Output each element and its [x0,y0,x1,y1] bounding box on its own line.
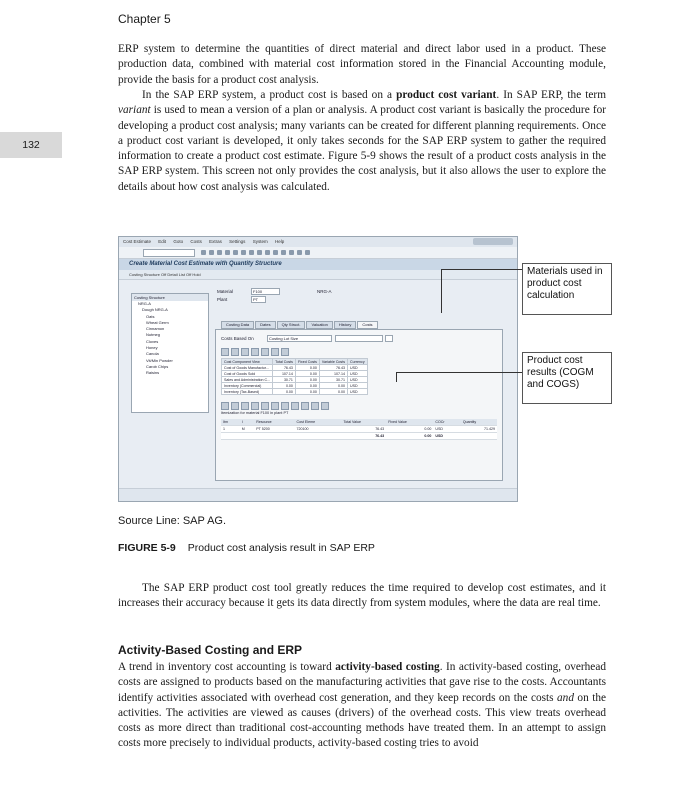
cost-estimate-tabs [221,321,378,329]
column-header: Cost Eleme [295,419,342,426]
details-icon[interactable] [221,348,229,356]
table-cell: 107.14 [273,371,296,377]
sap-menu-bar [119,237,517,247]
tree-node[interactable]: Raisins [146,370,160,376]
callout-results: Product cost results (COGM and COGS) [522,352,612,404]
table-cell: 0.00 [295,365,319,371]
total-value: 76.43 [341,433,386,440]
paragraph-activity-based-costing: A trend in inventory cost accounting is toward activity-based costing. In activity-based costing, overhead costs are assigned to products based on the manufacturing activities that gave rise to the costs. Accountants identify activities associated with overhead cost generation, and they keep records on the costs and on the activities. The activities are viewed as causes (drivers) of the overhead costs. This view treats overhead costs as more direct than traditional cost-accounting methods have treated them. In an attempt to assign costs more precisely to individual products, activity-based costing tries to avoid [118,661,606,750]
column-header: Total Costs [273,359,296,365]
cost-table-toolbar [221,348,289,356]
column-header: Total Value [341,419,386,426]
command-field[interactable] [143,249,195,257]
column-header: Resource [254,419,294,426]
menu-goto[interactable]: Goto [173,239,184,244]
table-cell: PT 5200 [254,426,294,433]
table-cell: USD [433,426,460,433]
table-cell: Sales and Administration C... [222,377,273,383]
menu-cost-estimate[interactable]: Cost Estimate [123,239,152,244]
tab-dates[interactable]: Dates [255,321,275,329]
sap-screenshot [118,236,518,502]
back-icon[interactable] [209,250,214,255]
tree-node[interactable]: Nutmeg [146,332,161,338]
table-cell: USD [348,389,368,395]
total-fixed-value: 0.00 [386,433,433,440]
term-and: and [557,691,574,704]
new-session-icon[interactable] [289,250,294,255]
leader-line-results-vertical [396,372,397,382]
tab-history[interactable]: History [334,321,356,329]
paragraph-intro: ERP system to determine the quantities of direct material and direct labor used in a product. These production data, combined with material cost information stored in the Financial Accounting module, provide the basis for a product cost analysis. [118,43,606,86]
column-header: Currency [348,359,368,365]
table-cell: 0.00 [319,383,347,389]
sum-icon[interactable] [251,348,259,356]
table-cell: 0.00 [386,426,433,433]
menu-settings[interactable]: Settings [229,239,246,244]
next-page-icon[interactable] [273,250,278,255]
table-cell: 0.00 [295,389,319,395]
table-row[interactable] [222,389,368,395]
sap-status-bar [119,488,517,501]
graphic-icon[interactable] [311,402,319,410]
table-cell: Cost of Goods Manufactur... [222,365,273,371]
print-icon[interactable] [233,250,238,255]
tab-costs[interactable]: Costs [357,321,377,329]
toolbar-icons [201,250,310,255]
application-toolbar[interactable]: Costing Structure Off Detail List Off Hold [119,270,517,280]
total-row [221,433,497,440]
export-icon[interactable] [291,402,299,410]
table-cell: 30.71 [273,377,296,383]
cost-estimate-content [211,289,504,485]
table-cell: 0.00 [273,383,296,389]
table-cell: 0.00 [295,383,319,389]
material-label: Material [217,289,234,294]
details-icon[interactable] [221,402,229,410]
table-cell: Inventory (Tax-Based) [222,389,273,395]
leader-line-materials-vertical [441,269,442,313]
material-field[interactable]: F100 [251,288,280,295]
figure-caption-text: Product cost analysis result in SAP ERP [187,542,375,554]
exit-icon[interactable] [217,250,222,255]
tree-node[interactable]: Honey [146,345,158,351]
table-cell: 76.43 [273,365,296,371]
page-number: 132 [0,132,62,158]
table-cell: Cost of Goods Sold [222,371,273,377]
column-header: I [240,419,255,426]
layout-icon[interactable] [271,348,279,356]
sort-icon[interactable] [231,348,239,356]
itemization-toolbar [221,402,329,410]
sort-asc-icon[interactable] [231,402,239,410]
table-cell: 76.43 [319,365,347,371]
sort-desc-icon[interactable] [241,402,249,410]
column-header: Fixed Costs [295,359,319,365]
tab-qty-struct[interactable]: Qty Struct. [277,321,306,329]
table-cell: 720100 [295,426,342,433]
tree-node[interactable]: Cloves [146,338,159,344]
leader-line-results [396,372,522,373]
tree-node[interactable]: Vit/Min Powder [146,357,173,363]
filter-icon[interactable] [251,402,259,410]
table-cell: USD [348,365,368,371]
find-icon[interactable] [241,250,246,255]
column-header: Cost Component View [222,359,273,365]
save-icon[interactable] [201,250,206,255]
export-icon[interactable] [261,348,269,356]
prev-page-icon[interactable] [265,250,270,255]
costs-based-on-select[interactable]: Costing Lot Size [267,335,332,342]
table-cell: 71.429 [461,426,497,433]
cost-component-table [221,358,368,395]
section-heading: Activity-Based Costing and ERP [118,643,303,657]
help-icon[interactable] [305,250,310,255]
costs-based-on-label: Costs Based On [221,336,254,341]
shortcut-icon[interactable] [297,250,302,255]
term-variant: variant [118,104,151,117]
table-cell: 107.14 [319,371,347,377]
menu-costs[interactable]: Costs [190,239,202,244]
table-cell: 0.00 [295,371,319,377]
tree-node[interactable]: Carob Chips [146,363,169,369]
table-cell: 30.71 [319,377,347,383]
filter-icon[interactable] [241,348,249,356]
table-cell: 1 [221,426,240,433]
figure-caption [118,542,375,554]
table-cell: USD [348,383,368,389]
tree-node[interactable]: Oats [146,313,155,319]
column-header: Quantity [461,419,497,426]
tree-node[interactable]: Dough NRG-A [142,307,168,313]
paragraph-cost-variant: In the SAP ERP system, a product cost is based on a product cost variant. In SAP ERP, the term variant is used to mean a version of a plan or analysis. A product cost variant is basically the procedure for developing a product cost analysis; many variants can be created for different planning requirements. Once a product cost variant is developed, it only takes seconds for the SAP ERP system to gather the required information to create a product cost estimate. Figure 5-9 shows the result of a product costs analysis in the SAP ERP system. This screen not only provides the cost analysis, but it also allows the user to explore the details about how cost analysis was calculated. [118,89,606,193]
menu-help[interactable]: Help [274,239,285,244]
itemization-table [221,419,497,440]
tree-header: Costing Structure [132,294,208,301]
find-next-icon[interactable] [249,250,254,255]
column-header: COCr [433,419,460,426]
table-cell: 0.00 [273,389,296,395]
cancel-icon[interactable] [225,250,230,255]
last-page-icon[interactable] [281,250,286,255]
menu-extras[interactable]: Extras [209,239,222,244]
window-controls[interactable] [473,238,513,245]
table-cell: 0.00 [295,377,319,383]
cost-view-select-2[interactable] [385,335,393,342]
tab-costing-data[interactable]: Costing Data [221,321,254,329]
table-cell: Inventory (Commercial) [222,383,273,389]
subtotal-icon[interactable] [271,402,279,410]
column-header: Fixed Value [386,419,433,426]
plant-label: Plant [217,297,228,302]
menu-system[interactable]: System [252,239,268,244]
first-page-icon[interactable] [257,250,262,255]
screen-title: Create Material Cost Estimate with Quantity Structure [119,259,517,270]
menu-edit[interactable]: Edit [158,239,167,244]
chapter-header: Chapter 5 [118,12,171,26]
itemization-title: Itemization for material F100 in plant PT [221,411,289,415]
figure-source-line: Source Line: SAP AG. [118,515,227,527]
sum-icon[interactable] [261,402,269,410]
table-row[interactable] [221,426,497,433]
info-icon[interactable] [321,402,329,410]
tree-node[interactable]: Wheat Germ [146,319,169,325]
total-currency: USD [433,433,460,440]
term-activity-based-costing: activity-based costing [335,661,440,673]
material-description: NRG-A [317,289,332,294]
figure-label: FIGURE 5-9 [118,542,176,554]
paragraph-product-cost-tool: The SAP ERP product cost tool greatly reduces the time required to develop cost estimates, and it increases their accuracy because it gets its data directly from system modules, where the data are real time. [118,582,606,610]
table-cell: USD [348,377,368,383]
cost-view-select[interactable] [335,335,383,342]
graphic-icon[interactable] [281,348,289,356]
tree-node[interactable]: Cinnamon [146,326,165,332]
print-icon[interactable] [281,402,289,410]
column-header: Variable Costs [319,359,347,365]
table-cell: 0.00 [319,389,347,395]
tree-node[interactable]: NRG-A [138,301,151,306]
layout-icon[interactable] [301,402,309,410]
column-header: Itm [221,419,240,426]
tree-node[interactable]: Canola [146,351,159,357]
table-cell: M [240,426,255,433]
term-product-cost-variant: product cost variant [396,89,497,101]
tab-valuation[interactable]: Valuation [306,321,332,329]
plant-field[interactable]: PT [251,296,266,303]
table-cell: USD [348,371,368,377]
table-cell: 76.43 [341,426,386,433]
leader-line-materials [441,269,522,270]
costing-structure-tree [131,293,209,413]
callout-materials: Materials used in product cost calculation [522,263,612,315]
